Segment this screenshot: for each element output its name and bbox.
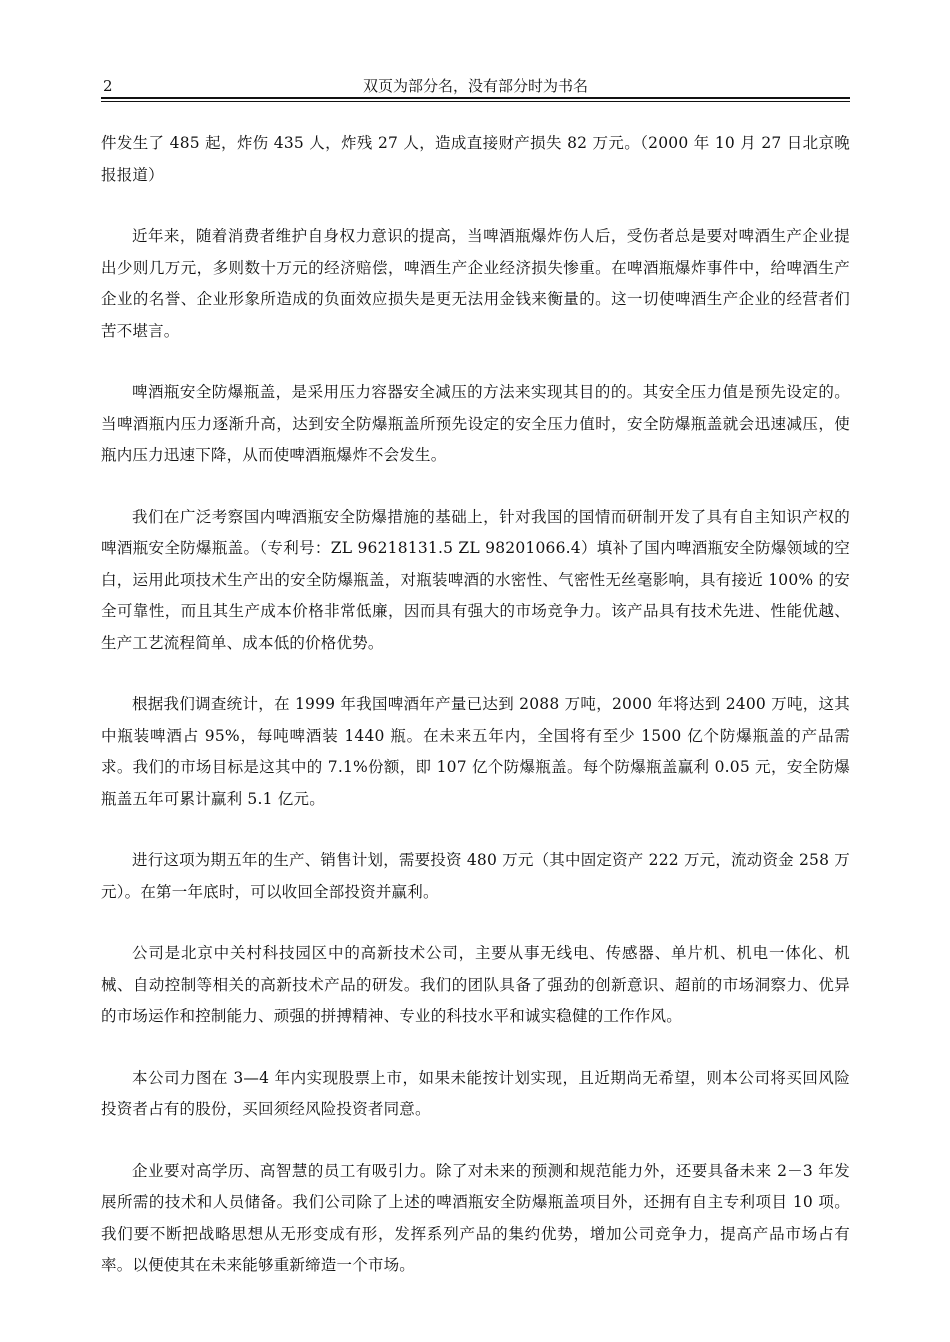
paragraph-consumer-claims: 近年来，随着消费者维护自身权力意识的提高，当啤酒瓶爆炸伤人后，受伤者总是要对啤酒生产企业提出少则几万元，多则数十万元的经济赔偿，啤酒生产企业经济损失惨重。在啤酒瓶爆炸事件中，给啤酒生产企业的名誉、企业形象所造成的负面效应损失是更无法用金钱来衡量的。这一切使啤酒生产企业的经营者们苦不堪言。 bbox=[101, 227, 850, 340]
paragraph-investment: 进行这项为期五年的生产、销售计划，需要投资 480 万元（其中固定资产 222 万元，流动资金 258 万元）。在第一年底时，可以收回全部投资并赢利。 bbox=[101, 851, 850, 901]
paragraph-safety-cap-principle: 啤酒瓶安全防爆瓶盖，是采用压力容器安全减压的方法来实现其目的的。其安全压力值是预先设定的。当啤酒瓶内压力逐渐升高，达到安全防爆瓶盖所预先设定的安全压力值时，安全防爆瓶盖就会迅速减压，使瓶内压力迅速下降，从而使啤酒瓶爆炸不会发生。 bbox=[101, 383, 850, 464]
paragraph-patent: 我们在广泛考察国内啤酒瓶安全防爆措施的基础上，针对我国的国情而研制开发了具有自主知识产权的啤酒瓶安全防爆瓶盖。（专利号：ZL 96218131.5 ZL 98201066.4）填补了国内啤酒瓶安全防爆领域的空白，运用此项技术生产出的安全防爆瓶盖，对瓶装啤酒的水密性、气密性无丝毫影响，具有接近 100% 的安全可靠性，而且其生产成本价格非常低廉，因而具有强大的市场竞争力。该产品具有技术先进、性能优越、生产工艺流程简单、成本低的价格优势。 bbox=[101, 507, 850, 652]
paragraph-continued: 件发生了 485 起，炸伤 435 人，炸残 27 人，造成直接财产损失 82 万元。（2000 年 10 月 27 日北京晚报报道） bbox=[101, 134, 850, 184]
header-rule-thick bbox=[101, 97, 850, 99]
page-header bbox=[103, 76, 848, 96]
header-rule-thin bbox=[101, 101, 850, 102]
body-text bbox=[101, 128, 850, 1312]
paragraph-talent-strategy: 企业要对高学历、高智慧的员工有吸引力。除了对未来的预测和规范能力外，还要具备未来 2－3 年发展所需的技术和人员储备。我们公司除了上述的啤酒瓶安全防爆瓶盖项目外，还拥有自主专利项目 10 项。我们要不断把战略思想从无形变成有形，发挥系列产品的集约优势，增加公司竞争力，提高产品市场占有率。以便使其在未来能够重新缔造一个市场。 bbox=[101, 1161, 850, 1274]
page-number: 2 bbox=[103, 77, 113, 95]
paragraph-listing-plan: 本公司力图在 3—4 年内实现股票上市，如果未能按计划实现，且近期尚无希望，则本公司将买回风险投资者占有的股份，买回须经风险投资者同意。 bbox=[101, 1068, 850, 1118]
paragraph-company-profile: 公司是北京中关村科技园区中的高新技术公司，主要从事无线电、传感器、单片机、机电一体化、机械、自动控制等相关的高新技术产品的研发。我们的团队具备了强劲的创新意识、超前的市场洞察力、优异的市场运作和控制能力、顽强的拼搏精神、专业的科技水平和诚实稳健的工作作风。 bbox=[101, 944, 850, 1025]
running-title: 双页为部分名，没有部分时为书名 bbox=[362, 77, 588, 95]
paragraph-market-statistics: 根据我们调查统计，在 1999 年我国啤酒年产量已达到 2088 万吨，2000 年将达到 2400 万吨，这其中瓶装啤酒占 95%，每吨啤酒装 1440 瓶。在未来五年内，全国将有至少 1500 亿个防爆瓶盖的产品需求。我们的市场目标是这其中的 7.1%份额，即 107 亿个防爆瓶盖。每个防爆瓶盖赢利 0.05 元，安全防爆瓶盖五年可累计赢利 5.1 亿元。 bbox=[101, 695, 850, 808]
